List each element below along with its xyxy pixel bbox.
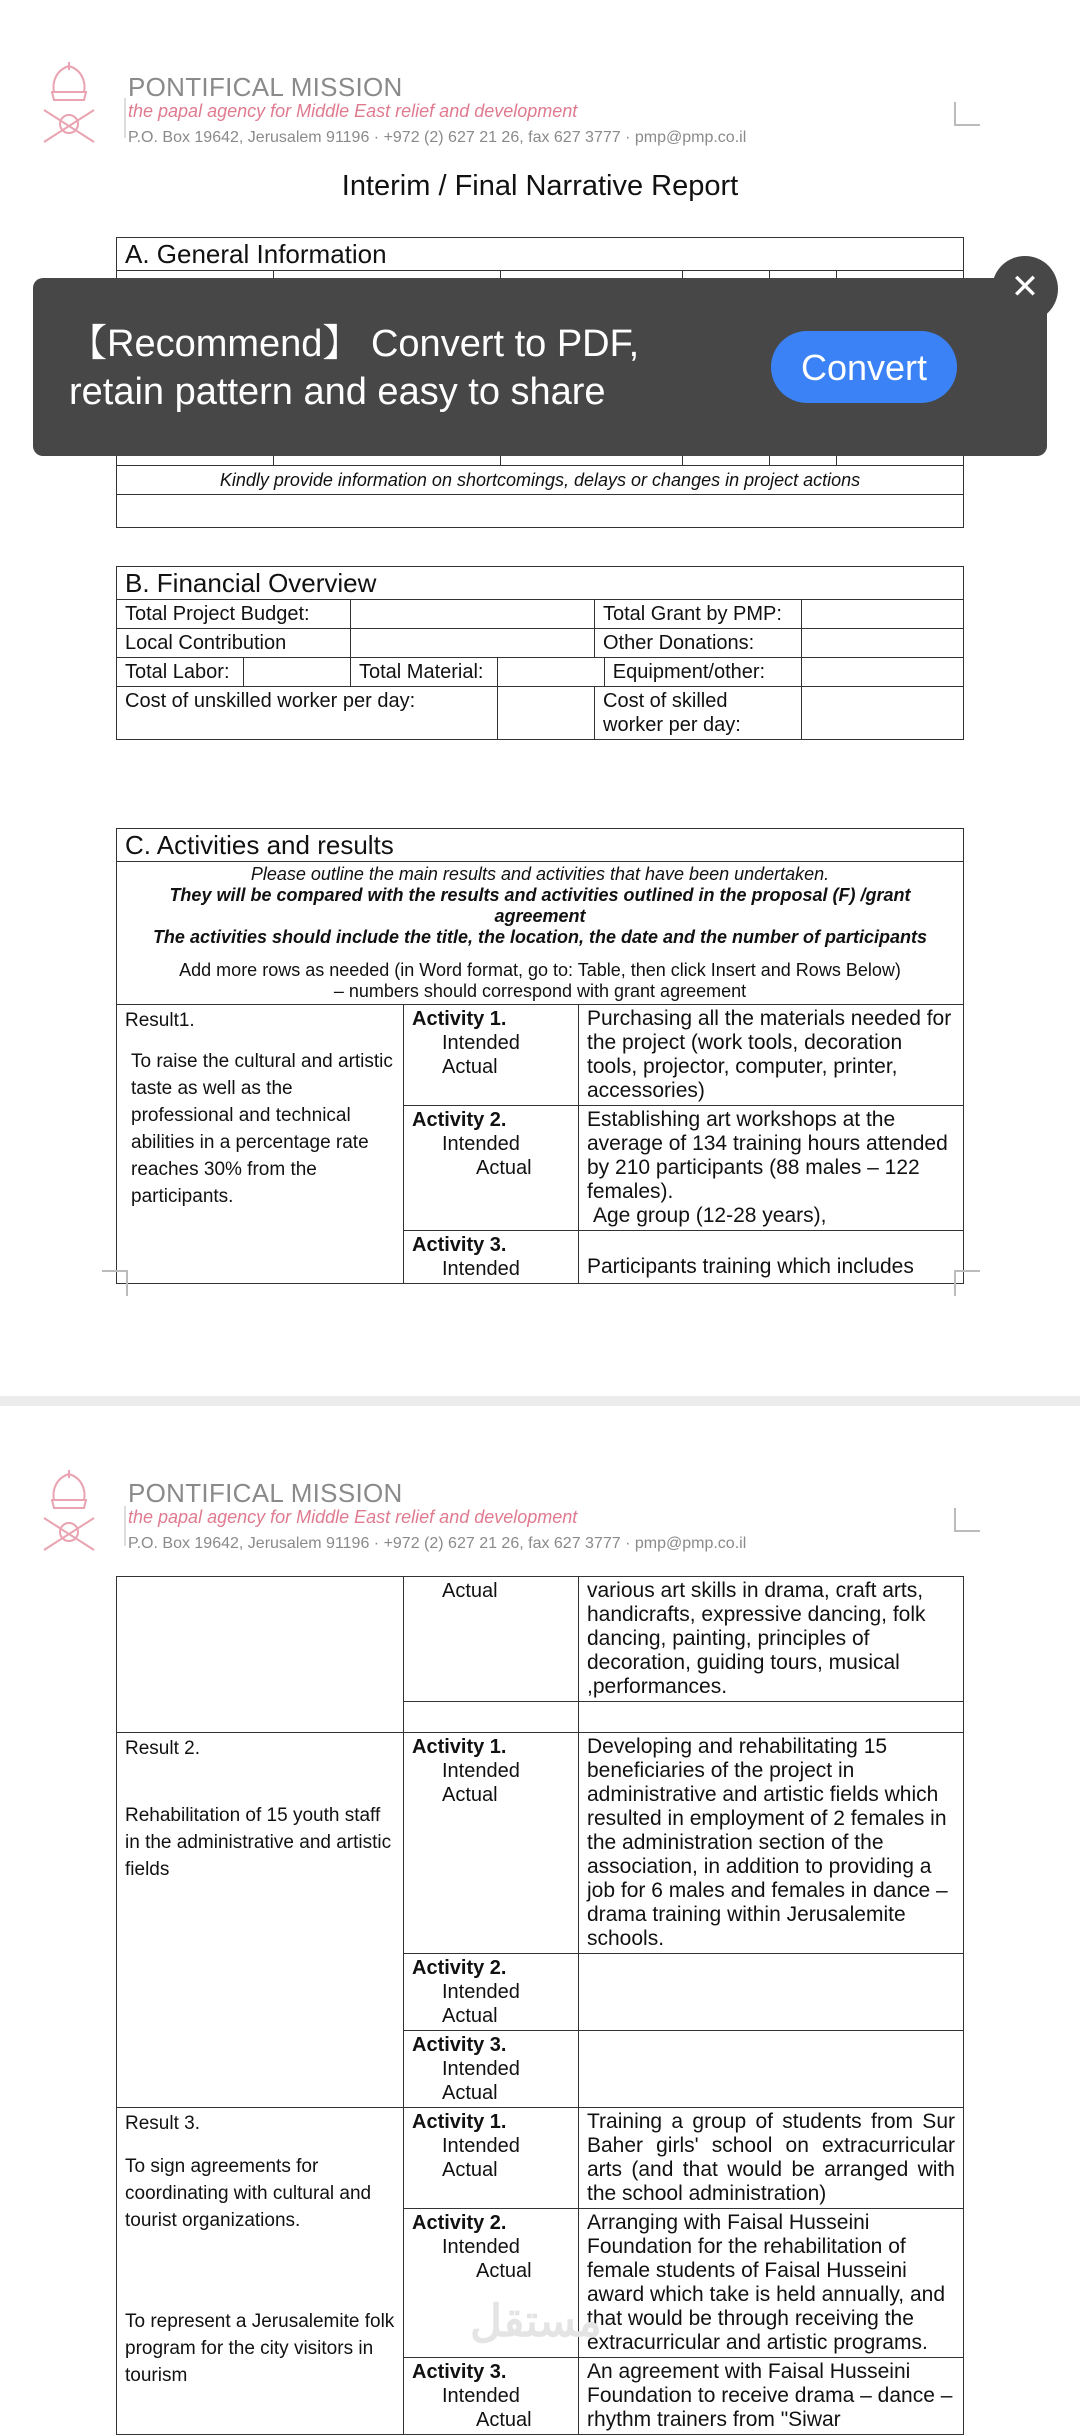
result-3-activity-2: Activity 2. Intended Actual <box>404 2209 579 2358</box>
result-2-activity-2-text <box>579 1954 964 2031</box>
close-banner-button[interactable] <box>992 256 1058 322</box>
result-2-activity-1: Activity 1. Intended Actual <box>404 1733 579 1954</box>
instruction-line-2: They will be compared with the results and activities outlined in the proposal (F) /grant agreement <box>169 885 911 926</box>
margin-corner-mark <box>954 102 980 126</box>
banner-message: 【Recommend】 Convert to PDF, retain pattern and easy to share <box>69 323 640 413</box>
result-3-activity-3-text: An agreement with Faisal Husseini Foundation to receive drama – dance – rhythm trainers from "Siwar <box>579 2358 964 2435</box>
result-3-activity-1-text: Training a group of students from Sur Baher girls' school on extracurricular arts (and that would be arranged with the school administration) <box>579 2108 964 2209</box>
result-2-title: Result 2. <box>125 1738 200 1759</box>
org-address: P.O. Box 19642, Jerusalem 91196 · +972 (2) 627 21 26, fax 627 3777 · pmp@pmp.co.il <box>128 129 747 146</box>
convert-button[interactable]: Convert <box>771 331 957 403</box>
total-material-value[interactable] <box>498 658 605 687</box>
result-3-description-1: To sign agreements for coordinating with cultural and tourist organizations. <box>125 2156 372 2231</box>
result-2-activity-2: Activity 2. Intended Actual <box>404 1954 579 2031</box>
margin-corner-mark <box>102 1270 128 1296</box>
margin-corner-mark <box>954 1508 980 1532</box>
activities-results-table <box>116 828 964 1284</box>
close-icon: ✕ <box>1010 268 1040 306</box>
instruction-line-5: – numbers should correspond with grant agreement <box>333 981 747 1001</box>
result-3-description-2: To represent a Jerusalemite folk program for the city visitors in tourism <box>125 2311 395 2386</box>
org-tagline: the papal agency for Middle East relief and development <box>128 1507 578 1527</box>
result-2-activity-3-text <box>579 2031 964 2108</box>
other-donations-value[interactable] <box>802 629 964 658</box>
other-donations-label: Other Donations: <box>595 629 802 658</box>
unskilled-cost-label: Cost of unskilled worker per day: <box>117 687 498 740</box>
instruction-line-1: Please outline the main results and activities that have been undertaken. <box>250 864 830 884</box>
total-project-budget-label: Total Project Budget: <box>117 600 351 629</box>
result-3-activity-2-text: Arranging with Faisal Husseini Foundation for the rehabilitation of female students of Faisal Husseini award which take is held annually, and that would be through receiving the extracurricular and artistic programs. <box>579 2209 964 2358</box>
org-name: PONTIFICAL MISSION <box>128 72 403 102</box>
local-contribution-label: Local Contribution <box>117 629 351 658</box>
result-1-activity-3-actual: Actual <box>404 1577 579 1702</box>
result-1-activity-2-text: Establishing art workshops at the average of 134 training hours attended by 210 participants (88 males – 122 females). Age group (12-28 years), <box>579 1106 964 1231</box>
result-3-activity-1: Activity 1. Intended Actual <box>404 2108 579 2209</box>
margin-corner-mark <box>954 1270 980 1296</box>
result-3-activity-3: Activity 3. Intended Actual <box>404 2358 579 2435</box>
total-labor-value[interactable] <box>244 658 351 687</box>
instruction-line-4: Add more rows as needed (in Word format, go to: Table, then click Insert and Rows Below) <box>179 960 901 980</box>
result-3-title: Result 3. <box>125 2113 200 2134</box>
result-1-activity-3: Activity 3. Intended <box>404 1231 579 1284</box>
org-name: PONTIFICAL MISSION <box>128 1478 403 1508</box>
org-address: P.O. Box 19642, Jerusalem 91196 · +972 (2) 627 21 26, fax 627 3777 · pmp@pmp.co.il <box>128 1535 747 1552</box>
section-c-heading: C. Activities and results <box>117 829 964 862</box>
section-a-note: Kindly provide information on shortcomings, delays or changes in project actions <box>117 466 964 495</box>
document-page-2 <box>0 1406 1080 2431</box>
papal-crest-logo <box>34 62 104 146</box>
result-1-title: Result1. <box>125 1010 195 1031</box>
convert-pdf-banner <box>33 278 1047 456</box>
result-1-activity-2: Activity 2. Intended Actual <box>404 1106 579 1231</box>
result-2-activity-3: Activity 3. Intended Actual <box>404 2031 579 2108</box>
result-1-activity-3-continued-text: various art skills in drama, craft arts, handicrafts, expressive dancing, folk dancing, painting, principles of decoration, guiding tours, musical ,performances. <box>579 1577 964 1702</box>
result-1-cell <box>117 1005 404 1284</box>
result-1-activity-3-text: Participants training which includes <box>579 1231 964 1284</box>
result-1-cell-continued <box>117 1577 404 1733</box>
result-2-activity-1-text: Developing and rehabilitating 15 beneficiaries of the project in administrative and artistic fields which resulted in employment of 2 females in the administration section of the association, in addition to providing a job for 6 males and females in dance – drama training within Jerusalemite schools. <box>579 1733 964 1954</box>
local-contribution-value[interactable] <box>351 629 595 658</box>
total-labor-label: Total Labor: <box>117 658 244 687</box>
result-1-description: To raise the cultural and artistic taste as well as the professional and technical abilities in a percentage rate reaches 30% from the participants. <box>131 1051 393 1207</box>
papal-crest-logo <box>34 1470 104 1554</box>
instruction-line-3: The activities should include the title, the location, the date and the number of participants <box>152 927 928 947</box>
page-separator <box>0 1396 1080 1406</box>
org-tagline: the papal agency for Middle East relief and development <box>128 101 578 121</box>
result-3-cell <box>117 2108 404 2435</box>
result-2-cell <box>117 1733 404 2108</box>
skilled-cost-value[interactable] <box>802 687 964 740</box>
report-title: Interim / Final Narrative Report <box>341 170 739 202</box>
total-material-label: Total Material: <box>351 658 498 687</box>
section-a-heading: A. General Information <box>117 238 964 271</box>
unskilled-cost-value[interactable] <box>498 687 595 740</box>
total-project-budget-value[interactable] <box>351 600 595 629</box>
watermark-logo: مستقل <box>470 2297 602 2346</box>
result-1-activity-1-text: Purchasing all the materials needed for the project (work tools, decoration tools, projector, computer, printer, accessories) <box>579 1005 964 1106</box>
total-grant-label: Total Grant by PMP: <box>595 600 802 629</box>
result-2-description: Rehabilitation of 15 youth staff in the administrative and artistic fields <box>125 1805 392 1880</box>
equipment-value[interactable] <box>802 658 964 687</box>
section-b-heading: B. Financial Overview <box>117 567 964 600</box>
equipment-label: Equipment/other: <box>604 658 801 687</box>
skilled-cost-label: Cost of skilled worker per day: <box>595 687 802 740</box>
financial-overview-table <box>116 566 964 740</box>
total-grant-value[interactable] <box>802 600 964 629</box>
result-1-activity-1: Activity 1. Intended Actual <box>404 1005 579 1106</box>
